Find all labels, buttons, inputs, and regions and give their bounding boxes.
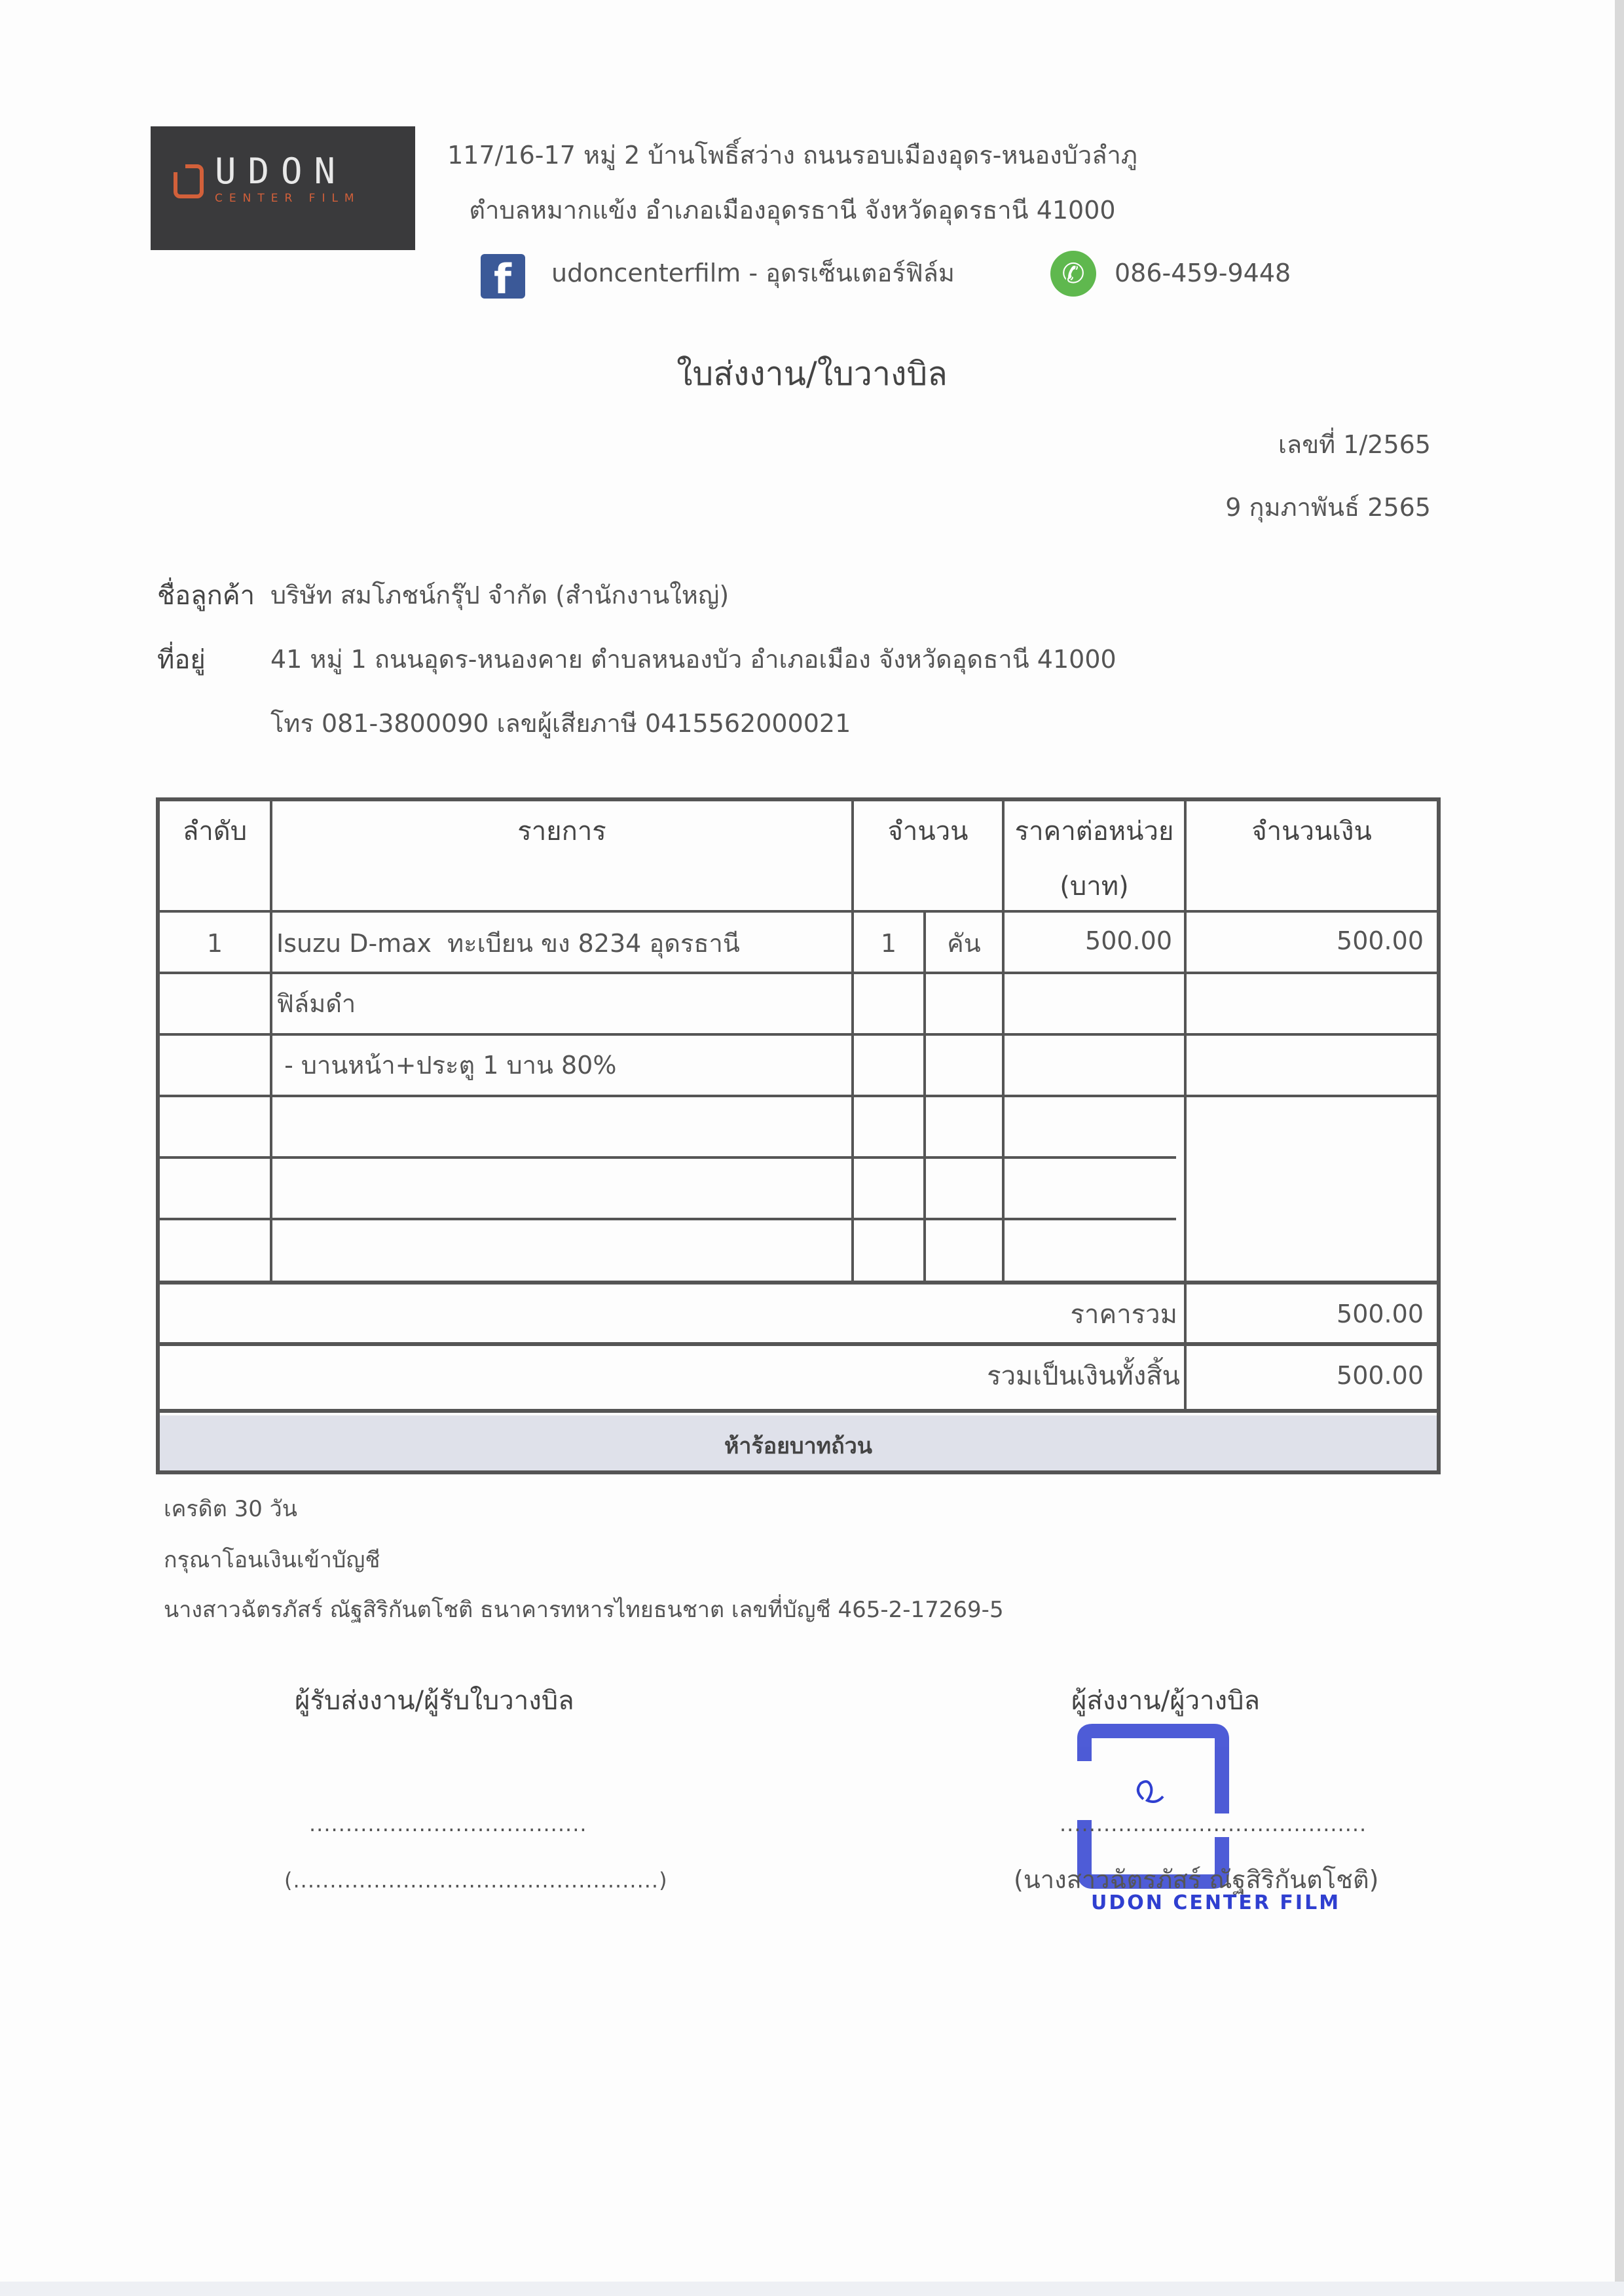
total-label: รวมเป็นเงินทั้งสิ้น [987, 1361, 1180, 1391]
document-date: 9 กุมภาพันธ์ 2565 [1225, 493, 1431, 522]
company-address-line1: 117/16-17 หมู่ 2 บ้านโพธิ์สว่าง ถนนรอบเมืองอุดร-หนองบัวลำภู [447, 141, 1137, 170]
header-item: รายการ [517, 816, 606, 847]
customer-contact: โทร 081-3800090 เลขผู้เสียภาษี 0415562000021 [270, 709, 851, 738]
customer-address-label: ที่อยู่ [157, 645, 206, 675]
row-2-item: ฟิล์มดำ [276, 989, 356, 1018]
company-address-line2: ตำบลหมากแข้ง อำเภอเมืองอุดรธานี จังหวัดอุดรธานี 41000 [469, 196, 1116, 225]
company-phone: 086-459-9448 [1115, 259, 1291, 287]
table-divider [160, 972, 1437, 974]
table-divider [160, 1156, 1176, 1159]
customer-address: 41 หมู่ 1 ถนนอุดร-หนองคาย ตำบลหนองบัว อำเภอเมือง จังหวัดอุดธานี 41000 [270, 645, 1116, 674]
table-divider [160, 1095, 1437, 1097]
stamp-text: UDON CENTER FILM [1091, 1891, 1341, 1914]
logo-mark-icon [174, 164, 204, 198]
row-3-item: - บานหน้า+ประตู 1 บาน 80% [276, 1051, 617, 1080]
table-divider [923, 911, 926, 1283]
company-logo [151, 126, 415, 250]
amount-in-words: ห้าร้อยบาทถ้วน [724, 1433, 873, 1459]
total-value: 500.00 [1337, 1361, 1424, 1390]
row-1-item: Isuzu D-max ทะเบียน ขง 8234 อุดรธานี [276, 929, 740, 958]
subtotal-value: 500.00 [1337, 1300, 1424, 1328]
header-qty: จำนวน [887, 816, 969, 847]
sender-signature-line: .......................................... [1060, 1812, 1367, 1836]
invoice-table [156, 797, 1441, 1474]
subtotal-label: ราคารวม [1070, 1300, 1177, 1330]
document-number: เลขที่ 1/2565 [1278, 430, 1431, 459]
receiver-signature-line: ...................................... [309, 1812, 587, 1836]
logo-subtext: CENTER FILM [215, 192, 361, 205]
table-divider [160, 910, 1437, 913]
sender-name: (นางสาวฉัตรภัสร์ ณัฐสิริกันตโชติ) [1014, 1865, 1379, 1894]
header-amount: จำนวนเงิน [1251, 816, 1372, 847]
table-divider [160, 1218, 1176, 1220]
header-unit-price-sub: (บาท) [1060, 871, 1129, 902]
scan-bottom-edge [0, 2282, 1624, 2296]
scan-edge [1615, 0, 1624, 2296]
bank-account: นางสาวฉัตรภัสร์ ณัฐสิริกันตโชติ ธนาคารทหารไทยธนชาต เลขที่บัญชี 465-2-17269-5 [164, 1597, 1004, 1623]
customer-name-label: ชื่อลูกค้า [157, 581, 255, 611]
credit-term: เครดิต 30 วัน [164, 1496, 297, 1522]
table-divider [160, 1342, 1437, 1346]
row-1-amount: 500.00 [1337, 926, 1424, 955]
header-no: ลำดับ [182, 816, 248, 847]
transfer-note: กรุณาโอนเงินเข้าบัญชี [164, 1547, 380, 1573]
table-divider [160, 1409, 1437, 1413]
sender-title: ผู้ส่งงาน/ผู้วางบิล [1071, 1686, 1260, 1716]
facebook-page: udoncenterfilm - อุดรเซ็นเตอร์ฟิล์ม [551, 259, 955, 287]
facebook-icon: f [481, 254, 525, 299]
row-1-unit: คัน [947, 929, 981, 958]
document-title: ใบส่งงาน/ใบวางบิล [676, 355, 948, 393]
table-divider [160, 1281, 1437, 1285]
receiver-name-line: (..................................................) [284, 1868, 668, 1893]
phone-icon: ✆ [1050, 251, 1096, 297]
table-divider [270, 801, 272, 1283]
header-unit-price: ราคาต่อหน่วย [1014, 816, 1174, 847]
receiver-title: ผู้รับส่งงาน/ผู้รับใบวางบิล [295, 1686, 574, 1716]
customer-name: บริษัท สมโภชน์กรุ๊ป จำกัด (สำนักงานใหญ่) [270, 581, 729, 610]
row-1-qty: 1 [880, 929, 897, 958]
row-1-price: 500.00 [1085, 926, 1172, 955]
table-divider [160, 1033, 1437, 1036]
row-1-no: 1 [206, 929, 223, 958]
table-divider [851, 801, 854, 1283]
logo-text: UDON [215, 151, 348, 192]
